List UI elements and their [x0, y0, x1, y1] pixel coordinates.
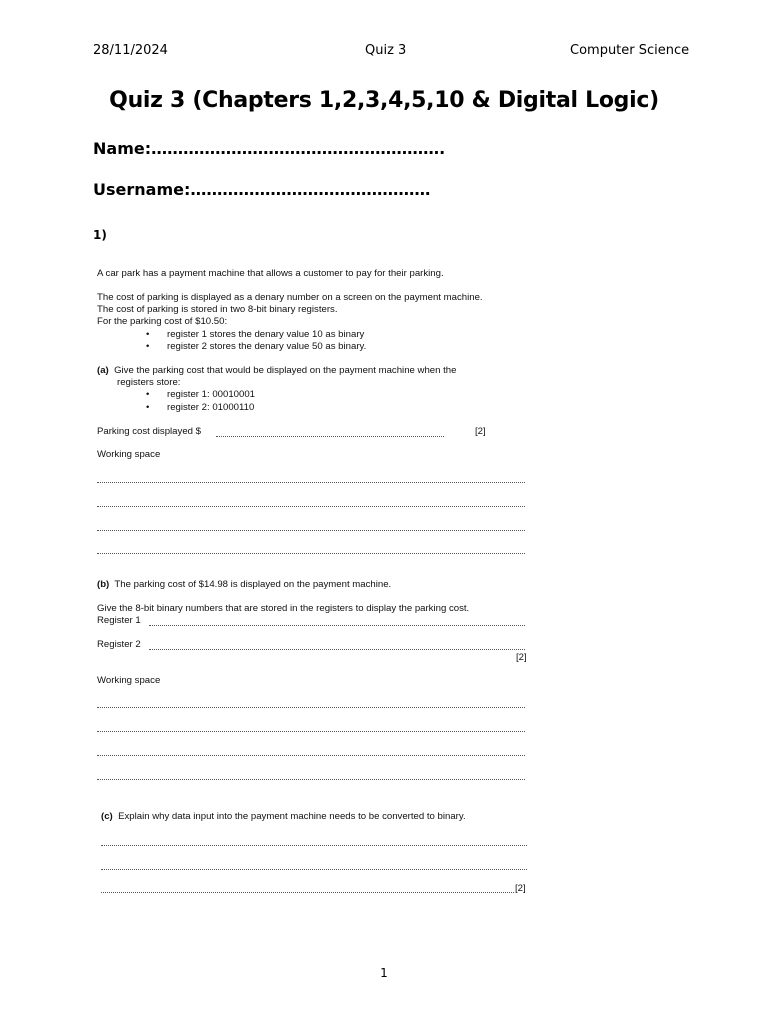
part-a-working-label: Working space [97, 449, 161, 460]
part-a-text-cont: registers store: [117, 377, 181, 388]
intro-line: The cost of parking is stored in two 8-bit binary registers. [97, 304, 338, 315]
working-line [97, 755, 525, 756]
part-a-mark: [2] [475, 426, 486, 437]
part-c-mark: [2] [515, 883, 526, 894]
bullet-text: register 1: 00010001 [167, 389, 256, 400]
part-a-bullet [148, 389, 255, 400]
part-c-question [101, 811, 466, 823]
intro-line: For the parking cost of $10.50: [97, 316, 228, 327]
part-b-mark: [2] [516, 652, 527, 663]
answer-line [101, 869, 527, 870]
part-a-answer-label: Parking cost displayed $ [97, 426, 201, 437]
answer-line [101, 845, 527, 846]
register-1-line [149, 625, 525, 626]
intro-bullet [148, 329, 364, 340]
header-date: 28/11/2024 [93, 43, 168, 58]
answer-line [101, 892, 514, 893]
part-b-working-label: Working space [97, 675, 161, 686]
working-line [97, 553, 525, 554]
bullet-text: register 1 stores the denary value 10 as binary [167, 329, 365, 340]
name-field: Name:………………………………………………. [93, 139, 446, 158]
answer-line [216, 436, 444, 437]
part-b-letter: (b) [97, 579, 110, 590]
part-a-bullet [148, 402, 254, 413]
working-line [97, 530, 525, 531]
part-c-text: Explain why data input into the payment machine needs to be converted to binary. [118, 811, 466, 822]
page-title: Quiz 3 (Chapters 1,2,3,4,5,10 & Digital Logic) [109, 88, 659, 113]
intro-bullet [148, 341, 366, 352]
intro-line: The cost of parking is displayed as a denary number on a screen on the payment machine. [97, 292, 483, 303]
intro-line: A car park has a payment machine that allows a customer to pay for their parking. [97, 268, 444, 279]
part-a-question [97, 365, 456, 377]
working-line [97, 731, 525, 732]
working-line [97, 482, 525, 483]
working-line [97, 506, 525, 507]
part-b-instruction: Give the 8-bit binary numbers that are stored in the registers to display the parking cost. [97, 603, 470, 614]
register-2-label: Register 2 [97, 639, 141, 650]
page-number: 1 [380, 966, 388, 980]
register-2-line [149, 649, 525, 650]
header-subject: Computer Science [570, 43, 690, 58]
part-b-question [97, 579, 391, 591]
question-number: 1) [93, 228, 107, 242]
username-field: Username:……………………………………… [93, 180, 431, 199]
part-a-letter: (a) [97, 365, 109, 376]
working-line [97, 707, 525, 708]
part-b-text: The parking cost of $14.98 is displayed on the payment machine. [114, 579, 392, 590]
bullet-text: register 2 stores the denary value 50 as binary. [167, 341, 367, 352]
register-1-label: Register 1 [97, 615, 141, 626]
bullet-text: register 2: 01000110 [167, 402, 255, 413]
part-a-text: Give the parking cost that would be displayed on the payment machine when the [114, 365, 457, 376]
working-line [97, 779, 525, 780]
header-quiz-label: Quiz 3 [365, 43, 407, 58]
part-c-letter: (c) [101, 811, 113, 822]
